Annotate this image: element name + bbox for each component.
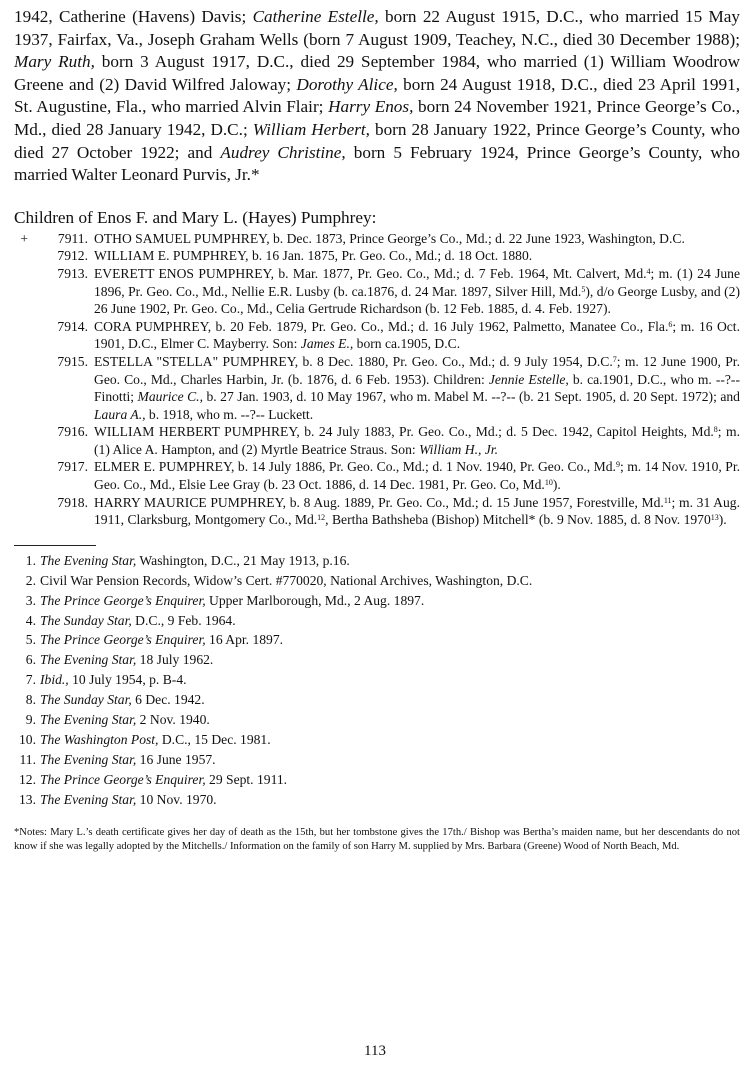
entry-text xyxy=(94,265,740,318)
text-run: born 24 August 1918, D.C., died 23 April 1991, St. Augustine, Fla., who married Alvin Flair; xyxy=(14,74,740,117)
text-run: WILLIAM E. PUMPHREY, b. 16 Jan. 1875, Pr. Geo. Co., Md.; d. 18 Oct. 1880. xyxy=(94,248,533,264)
footnote-text xyxy=(40,690,205,710)
footnote-divider xyxy=(14,545,96,546)
entry-text xyxy=(94,318,740,353)
entry-number: 7914. xyxy=(57,318,88,334)
child-entry xyxy=(14,423,740,458)
intro-paragraph xyxy=(14,6,740,187)
descendant-mark xyxy=(14,247,32,265)
italic-text: Harry Enos, xyxy=(328,97,414,117)
text-run: 16 June 1957. xyxy=(136,751,216,767)
footnote-number: 10. xyxy=(19,732,36,747)
text-run: HARRY MAURICE PUMPHREY, b. 8 Aug. 1889, Pr. Geo. Co., Md.; d. 15 June 1957, Forestville, Md. xyxy=(94,494,664,510)
text-run: WILLIAM HERBERT PUMPHREY, b. 24 July 1883, Pr. Geo. Co., Md.; d. 5 Dec. 1942, Capitol Heights, Md. xyxy=(94,424,714,440)
italic-text: Jennie Estelle, xyxy=(488,371,569,387)
text-run: EVERETT ENOS PUMPHREY, b. Mar. 1877, Pr. Geo. Co., Md.; d. 7 Feb. 1964, Mt. Calvert, Md. xyxy=(94,265,647,281)
text-run: Upper Marlborough, Md., 2 Aug. 1897. xyxy=(205,592,425,608)
italic-text: The Sunday Star, xyxy=(40,692,132,708)
footnote-ref: 10 xyxy=(544,478,553,488)
text-run: 1942, Catherine (Havens) Davis; xyxy=(14,7,253,26)
document-page xyxy=(14,6,740,854)
text-run: ; m. 14 Nov. 1910, Pr. Geo. Co., Md., Elsie Lee Gray (b. 23 Oct. 1886, d. 14 Dec. 1981, Pr. Geo. Co, Md. xyxy=(94,459,740,493)
text-run: ; m. 12 June 1900, Pr. Geo. Co., Md., Charles Harbin, Jr. (b. 1876, d. 6 Feb. 1953). Children: xyxy=(94,353,740,387)
italic-text: Audrey Christine, xyxy=(220,142,346,162)
footnote-ref: 6 xyxy=(668,319,673,329)
text-run: 10 Nov. 1970. xyxy=(136,791,217,807)
footnote xyxy=(14,770,740,790)
footnote xyxy=(14,611,740,631)
descendant-mark xyxy=(14,318,32,353)
footnote-number: 6. xyxy=(25,652,36,668)
footnote-number: 11. xyxy=(19,751,36,767)
entry-number: 7916. xyxy=(57,424,88,440)
footnote-number: 12. xyxy=(19,771,36,787)
child-entry xyxy=(14,494,740,529)
footnote xyxy=(14,571,740,591)
footnote-number: 13. xyxy=(19,791,36,807)
text-run: , Bertha Bathsheba (Bishop) Mitchell* (b. 9 Nov. 1885, d. 8 Nov. 1970 xyxy=(325,512,711,528)
text-run: 18 July 1962. xyxy=(136,652,214,668)
footnote xyxy=(14,730,740,750)
text-run: born 3 August 1917, D.C., died 29 September 1984, who married (1) William Woodrow Greene and (2) David Wilfred Jaloway; xyxy=(14,52,740,94)
text-run: Civil War Pension Records, Widow’s Cert. #770020, National Archives, Washington, D.C. xyxy=(40,572,533,588)
child-entry xyxy=(14,230,740,248)
text-run: ). xyxy=(718,512,727,528)
text-run: 6 Dec. 1942. xyxy=(131,692,205,708)
notes-paragraph: *Notes: Mary L.’s death certificate gives her day of death as the 15th, but her tombstone gives the 17th./ Bishop was Bertha’s maiden name, but her descendants do not know if she was legally adopted by the Mitchells./ Information on the family of son Harry M. supplied by Mrs. Barbara (Greene) Wood of North Beach, Md. xyxy=(14,826,740,853)
footnote-number: 8. xyxy=(25,692,36,708)
italic-text: Laura A., xyxy=(94,406,146,422)
italic-text: The Prince George’s Enquirer, xyxy=(40,771,206,787)
entry-number: 7915. xyxy=(57,353,88,369)
footnote-number: 9. xyxy=(25,712,36,728)
text-run: born 5 February 1924, Prince George’s County, who married Walter Leonard Purvis, Jr.* xyxy=(14,142,740,185)
italic-text: Ibid., xyxy=(40,672,69,688)
italic-text: The Evening Star, xyxy=(40,652,137,668)
italic-text: James E., xyxy=(300,336,354,352)
child-entry xyxy=(14,353,740,423)
text-run: ELMER E. PUMPHREY, b. 14 July 1886, Pr. Geo. Co., Md.; d. 1 Nov. 1940, Pr. Geo. Co., Md. xyxy=(94,459,616,475)
entry-number: 7917. xyxy=(57,459,88,475)
footnote-ref: 11 xyxy=(663,495,672,505)
entry-text xyxy=(94,423,740,458)
italic-text: Dorothy Alice, xyxy=(296,74,398,94)
footnote-text xyxy=(40,650,213,670)
footnote xyxy=(14,690,740,710)
text-run: ). xyxy=(552,477,561,493)
italic-text: William H., Jr. xyxy=(419,441,498,457)
italic-text: The Prince George’s Enquirer, xyxy=(40,632,206,648)
footnote-number: 2. xyxy=(25,572,36,588)
page-number: 113 xyxy=(364,1043,386,1059)
text-run: ; m. (1) Alice A. Hampton, and (2) Myrtle Beatrice Straus. Son: xyxy=(94,424,740,457)
italic-text: The Evening Star, xyxy=(40,552,137,568)
footnote xyxy=(14,650,740,670)
footnote xyxy=(14,750,740,770)
italic-text: The Evening Star, xyxy=(40,751,137,767)
children-list xyxy=(14,230,740,529)
italic-text: The Prince George’s Enquirer, xyxy=(40,592,206,608)
footnote xyxy=(14,670,740,690)
footnote-text xyxy=(40,591,424,611)
footnote-ref: 8 xyxy=(713,425,718,435)
footnote-ref: 12 xyxy=(317,513,326,523)
text-run: b. ca.1901, D.C., who m. --?-- Finotti; xyxy=(94,371,740,405)
footnote xyxy=(14,591,740,611)
footnote-text xyxy=(40,670,187,690)
italic-text: William Herbert, xyxy=(252,119,370,139)
entry-text xyxy=(94,230,740,248)
entry-number: 7913. xyxy=(57,265,88,281)
text-run: born 24 November 1921, Prince George’s Co., Md., died 28 January 1942, D.C.; xyxy=(14,97,741,139)
text-run: 16 Apr. 1897. xyxy=(205,632,284,648)
footnote-text xyxy=(40,770,287,790)
entry-number: 7911. xyxy=(57,230,88,246)
text-run: OTHO SAMUEL PUMPHREY, b. Dec. 1873, Prince George’s Co., Md.; d. 22 June 1923, Washington, D.C. xyxy=(94,230,685,246)
child-entry xyxy=(14,318,740,353)
child-entry xyxy=(14,265,740,318)
text-run: ; m. 16 Oct. 1901, D.C., Elmer C. Mayberry. Son: xyxy=(94,318,740,352)
text-run: D.C., 15 Dec. 1981. xyxy=(158,732,271,747)
footnote-number: 4. xyxy=(25,612,36,628)
footnote-ref: 7 xyxy=(612,354,617,364)
entry-number: 7918. xyxy=(57,494,88,510)
text-run: b. 27 Jan. 1903, d. 10 May 1967, who m. Mabel M. --?-- (b. 21 Sept. 1905, d. 20 Sept. 1972); and xyxy=(202,389,740,405)
footnote xyxy=(14,551,740,571)
footnote-text xyxy=(40,710,210,730)
text-run: born 22 August 1915, D.C., who married 15 May 1937, Fairfax, Va., Joseph Graham Wells (born 7 August 1909, Teachey, N.C., died 30 December 1988); xyxy=(14,7,741,49)
text-run: born ca.1905, D.C. xyxy=(353,336,461,352)
entry-number: 7912. xyxy=(57,248,88,264)
descendant-mark xyxy=(14,265,32,318)
descendant-mark xyxy=(14,423,32,458)
footnote-text xyxy=(40,730,271,750)
entry-text xyxy=(94,458,740,493)
footnote-ref: 5 xyxy=(581,284,586,294)
child-entry xyxy=(14,247,740,265)
descendant-mark xyxy=(14,494,32,529)
text-run: 10 July 1954, p. B-4. xyxy=(68,672,187,688)
footnote-text xyxy=(40,611,236,631)
footnote-text xyxy=(40,551,350,571)
text-run: ), d/o George Lusby, and (2) 26 June 1902, Pr. Geo. Co., Md., Celia Gertrude Richardson (b. 12 Feb. 1885, d. 4. Feb. 1927). xyxy=(94,283,740,317)
text-run: 29 Sept. 1911. xyxy=(205,771,288,787)
footnote-number: 1. xyxy=(25,552,36,568)
italic-text: The Sunday Star, xyxy=(40,612,132,628)
child-entry xyxy=(14,458,740,493)
entry-text xyxy=(94,353,740,423)
text-run: ESTELLA "STELLA" PUMPHREY, b. 8 Dec. 1880, Pr. Geo. Co., Md.; d. 9 July 1954, D.C. xyxy=(94,353,613,369)
text-run: ; m. (1) 24 June 1896, Pr. Geo. Co., Md., Nellie E.R. Lusby (b. ca.1876, d. 24 Mar. 1897, Silver Hill, Md. xyxy=(94,265,740,299)
entry-text xyxy=(94,494,740,529)
footnote-text xyxy=(40,750,216,770)
footnote-ref: 9 xyxy=(615,460,620,470)
footnote-number: 5. xyxy=(25,632,36,648)
footnote xyxy=(14,630,740,650)
footnotes-list xyxy=(14,551,740,810)
text-run: born 28 January 1922, Prince George’s County, who died 27 October 1922; and xyxy=(14,119,740,162)
footnote xyxy=(14,790,740,810)
text-run: D.C., 9 Feb. 1964. xyxy=(131,612,236,628)
footnote xyxy=(14,710,740,730)
text-run: Washington, D.C., 21 May 1913, p.16. xyxy=(136,552,350,568)
text-run: ; m. 31 Aug. 1911, Clarksburg, Montgomery Co., Md. xyxy=(94,494,740,528)
italic-text: The Evening Star, xyxy=(40,791,137,807)
italic-text: The Washington Post, xyxy=(40,732,159,747)
descendant-mark xyxy=(14,353,32,423)
footnote-ref: 13 xyxy=(710,513,719,523)
text-run: 2 Nov. 1940. xyxy=(136,712,210,728)
footnote-text xyxy=(40,790,217,810)
footnote-ref: 4 xyxy=(646,266,651,276)
italic-text: Mary Ruth, xyxy=(14,52,95,72)
italic-text: Maurice C., xyxy=(137,389,203,405)
footnote-text xyxy=(40,571,532,591)
footnote-number: 7. xyxy=(25,672,36,688)
italic-text: The Evening Star, xyxy=(40,712,137,728)
descendant-mark: + xyxy=(20,230,28,246)
footnote-text xyxy=(40,630,283,650)
italic-text: Catherine Estelle, xyxy=(252,7,379,26)
text-run: b. 1918, who m. --?-- Luckett. xyxy=(145,406,314,422)
entry-text xyxy=(94,247,740,265)
descendant-mark xyxy=(14,458,32,493)
footnote-number: 3. xyxy=(25,592,36,608)
text-run: CORA PUMPHREY, b. 20 Feb. 1879, Pr. Geo. Co., Md.; d. 16 July 1962, Palmetto, Manatee Co., Fla. xyxy=(94,318,669,334)
children-heading: Children of Enos F. and Mary L. (Hayes) Pumphrey: xyxy=(14,207,377,227)
